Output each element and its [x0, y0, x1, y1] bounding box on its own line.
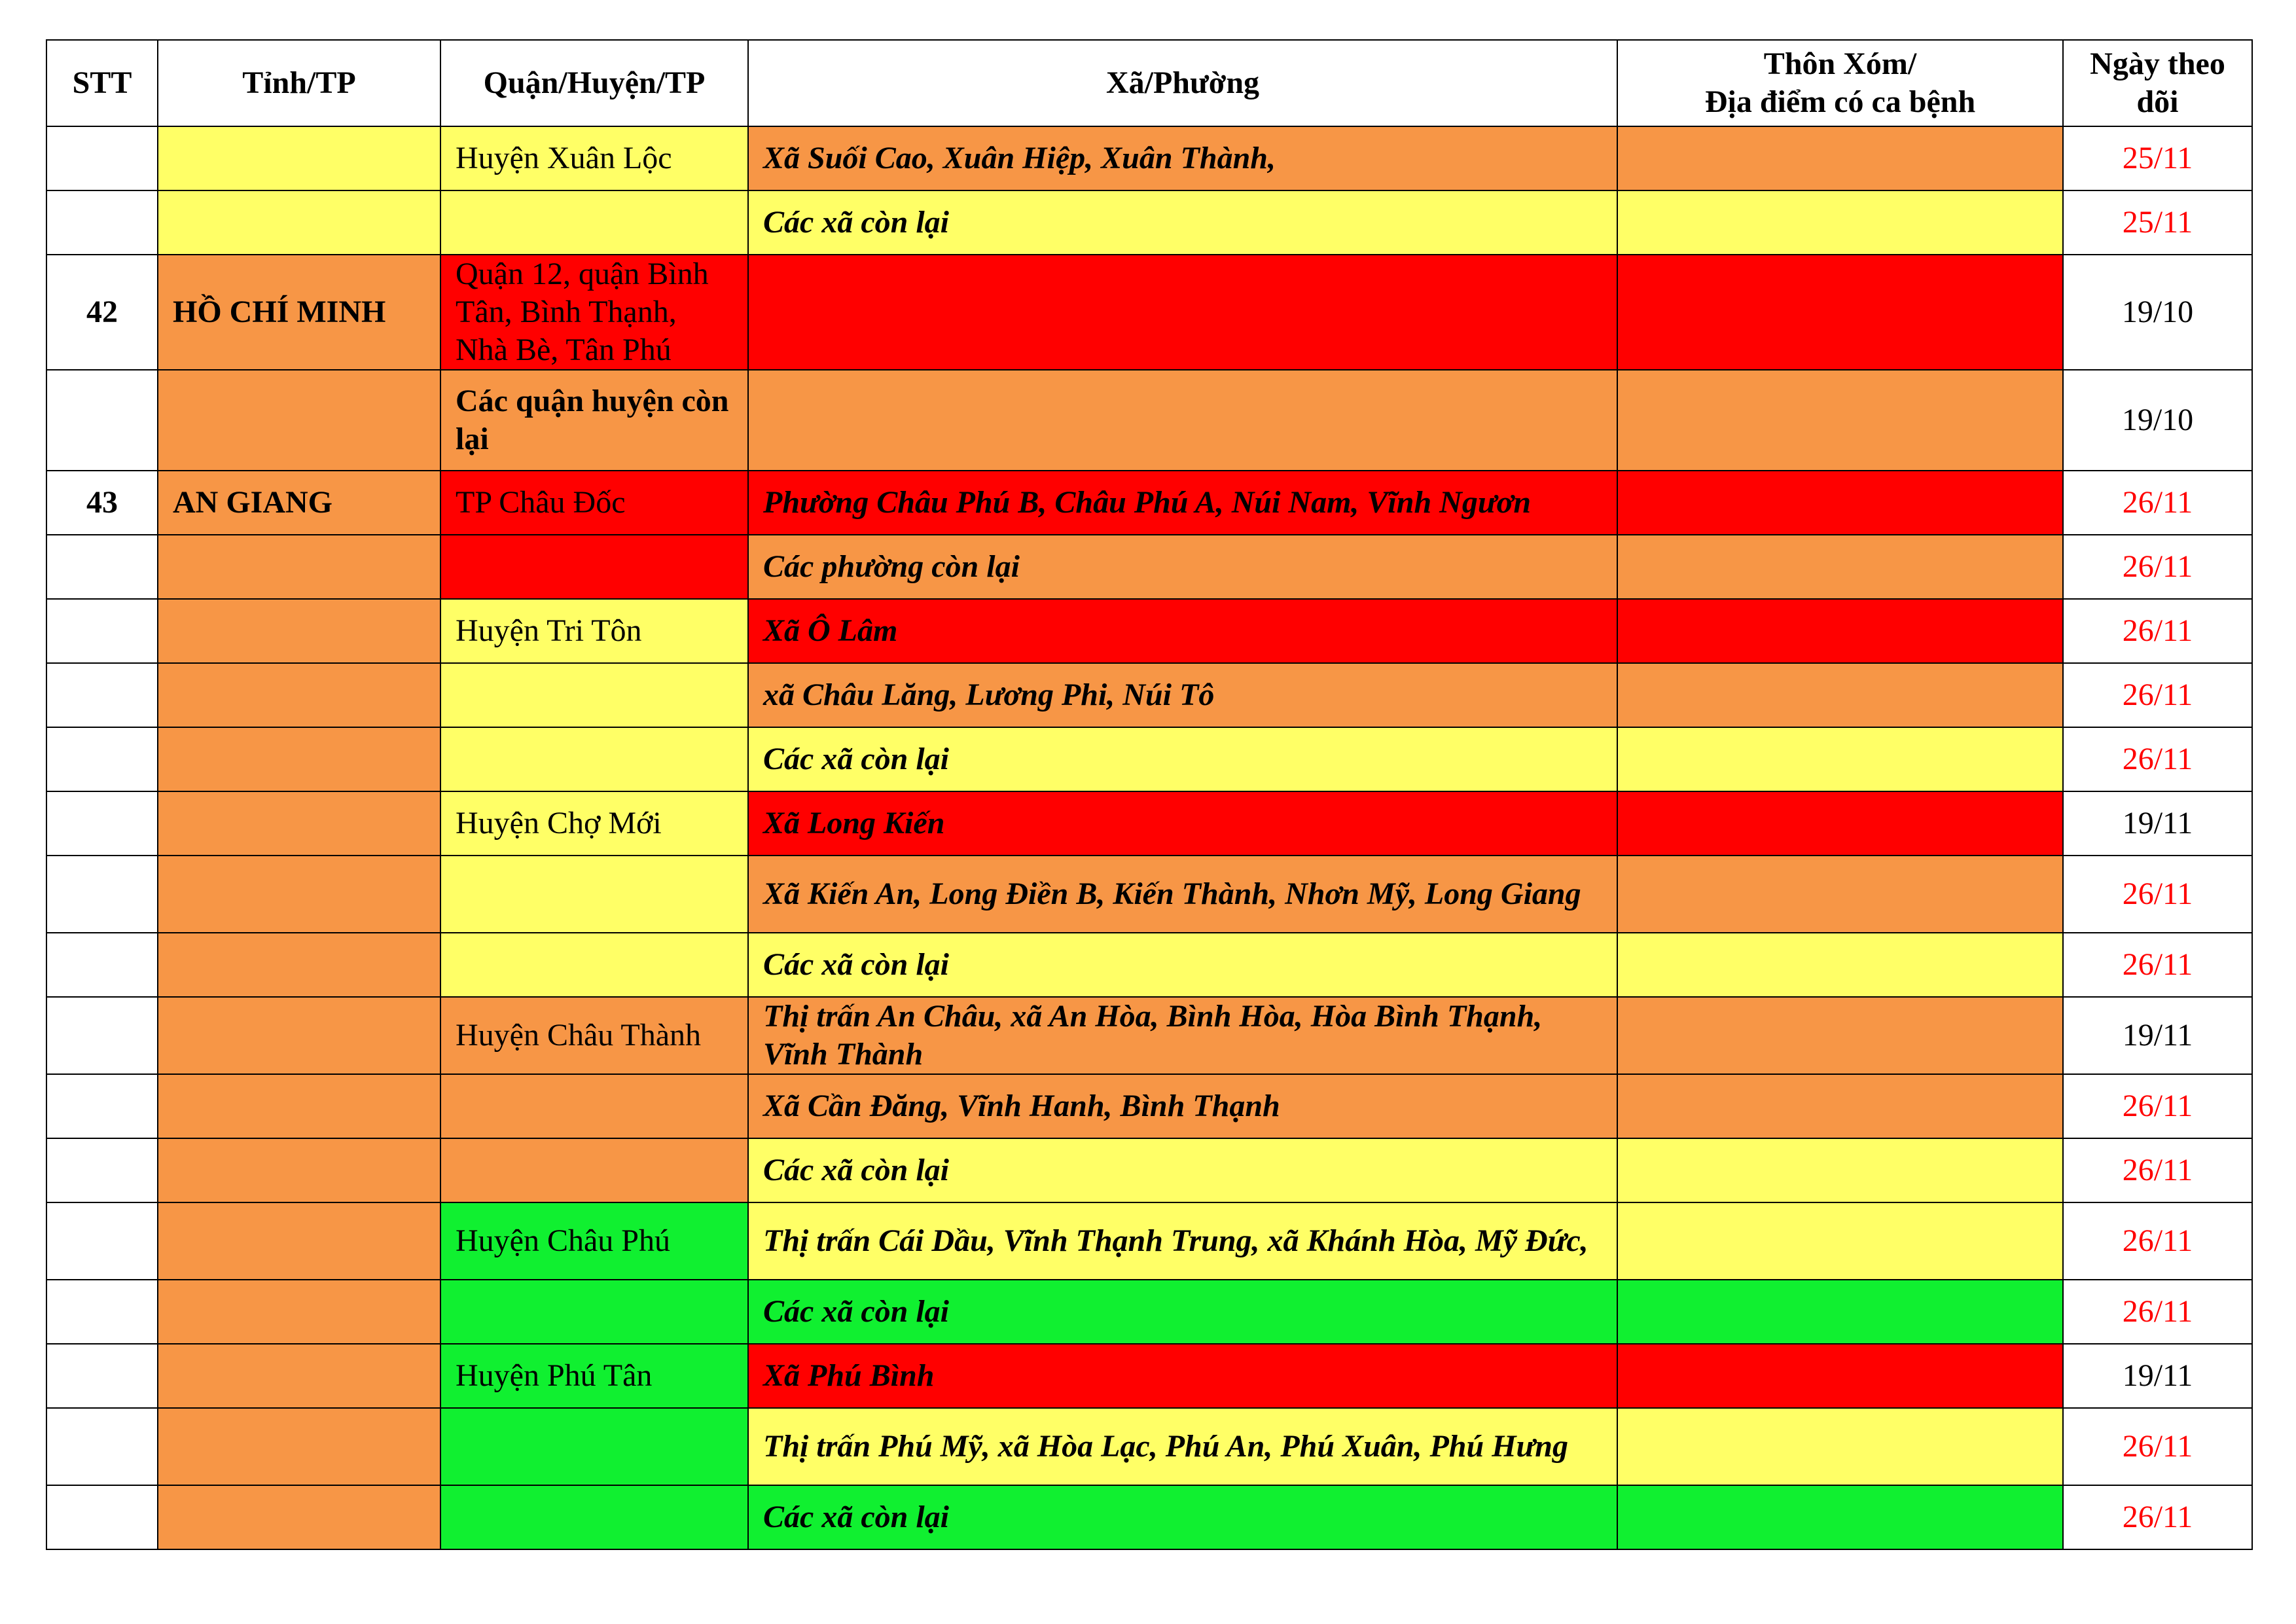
province-cell — [158, 370, 440, 471]
hamlet-cell — [1617, 1485, 2063, 1549]
hamlet-cell — [1617, 471, 2063, 535]
province-cell — [158, 1485, 440, 1549]
date-cell: 25/11 — [2063, 126, 2252, 190]
stt-cell — [46, 1344, 158, 1408]
province-cell: HỒ CHÍ MINH — [158, 255, 440, 370]
hamlet-cell — [1617, 599, 2063, 663]
hamlet-cell — [1617, 370, 2063, 471]
header-date — [2063, 40, 2252, 126]
district-cell: Huyện Phú Tân — [440, 1344, 748, 1408]
stt-cell — [46, 599, 158, 663]
ward-cell: Xã Kiến An, Long Điền B, Kiến Thành, Nhơn Mỹ, Long Giang — [748, 856, 1617, 933]
ward-cell: Thị trấn Phú Mỹ, xã Hòa Lạc, Phú An, Phú Xuân, Phú Hưng — [748, 1408, 1617, 1485]
header-date-line2: dõi — [2136, 84, 2179, 119]
stt-cell — [46, 126, 158, 190]
district-cell: Huyện Châu Phú — [440, 1202, 748, 1280]
hamlet-cell — [1617, 727, 2063, 791]
covid-zone-table — [46, 39, 2253, 1550]
date-cell: 26/11 — [2063, 933, 2252, 997]
province-cell — [158, 190, 440, 255]
ward-cell: Thị trấn Cái Dầu, Vĩnh Thạnh Trung, xã Khánh Hòa, Mỹ Đức, — [748, 1202, 1617, 1280]
stt-cell — [46, 856, 158, 933]
table-row — [46, 1138, 2252, 1202]
table-row — [46, 126, 2252, 190]
district-cell — [440, 663, 748, 727]
hamlet-cell — [1617, 1074, 2063, 1138]
district-cell — [440, 727, 748, 791]
date-cell: 26/11 — [2063, 1138, 2252, 1202]
stt-cell — [46, 190, 158, 255]
date-cell: 19/10 — [2063, 255, 2252, 370]
date-cell: 26/11 — [2063, 856, 2252, 933]
hamlet-cell — [1617, 255, 2063, 370]
header-province: Tỉnh/TP — [158, 40, 440, 126]
table-row — [46, 1485, 2252, 1549]
hamlet-cell — [1617, 663, 2063, 727]
date-cell: 26/11 — [2063, 535, 2252, 599]
table-row — [46, 727, 2252, 791]
district-cell — [440, 1138, 748, 1202]
ward-cell: Xã Ô Lâm — [748, 599, 1617, 663]
district-cell — [440, 1280, 748, 1344]
stt-cell — [46, 1074, 158, 1138]
table-row — [46, 933, 2252, 997]
table-row — [46, 997, 2252, 1074]
date-cell: 26/11 — [2063, 1408, 2252, 1485]
header-ward: Xã/Phường — [748, 40, 1617, 126]
stt-cell — [46, 933, 158, 997]
table-row — [46, 663, 2252, 727]
date-cell: 26/11 — [2063, 471, 2252, 535]
province-cell — [158, 1408, 440, 1485]
date-cell: 19/10 — [2063, 370, 2252, 471]
ward-cell — [748, 255, 1617, 370]
province-cell: AN GIANG — [158, 471, 440, 535]
ward-cell: Các xã còn lại — [748, 1138, 1617, 1202]
date-cell: 26/11 — [2063, 1485, 2252, 1549]
date-cell: 26/11 — [2063, 727, 2252, 791]
stt-cell — [46, 663, 158, 727]
header-hamlet — [1617, 40, 2063, 126]
header-date-line1: Ngày theo — [2090, 46, 2225, 81]
ward-cell: Xã Long Kiến — [748, 791, 1617, 856]
stt-cell — [46, 1138, 158, 1202]
stt-cell: 42 — [46, 255, 158, 370]
district-cell: Các quận huyện còn lại — [440, 370, 748, 471]
hamlet-cell — [1617, 1344, 2063, 1408]
province-cell — [158, 1074, 440, 1138]
date-cell: 26/11 — [2063, 1202, 2252, 1280]
stt-cell — [46, 1202, 158, 1280]
ward-cell: Các xã còn lại — [748, 190, 1617, 255]
ward-cell: Xã Phú Bình — [748, 1344, 1617, 1408]
province-cell — [158, 1344, 440, 1408]
province-cell — [158, 1202, 440, 1280]
stt-cell — [46, 1408, 158, 1485]
ward-cell: Các xã còn lại — [748, 933, 1617, 997]
hamlet-cell — [1617, 997, 2063, 1074]
table-row — [46, 1074, 2252, 1138]
hamlet-cell — [1617, 933, 2063, 997]
ward-cell: Các xã còn lại — [748, 727, 1617, 791]
province-cell — [158, 791, 440, 856]
hamlet-cell — [1617, 856, 2063, 933]
table-row — [46, 535, 2252, 599]
hamlet-cell — [1617, 1138, 2063, 1202]
province-cell — [158, 126, 440, 190]
date-cell: 25/11 — [2063, 190, 2252, 255]
table-row — [46, 190, 2252, 255]
stt-cell: 43 — [46, 471, 158, 535]
district-cell: TP Châu Đốc — [440, 471, 748, 535]
stt-cell — [46, 791, 158, 856]
district-cell: Huyện Xuân Lộc — [440, 126, 748, 190]
ward-cell: Các xã còn lại — [748, 1280, 1617, 1344]
ward-cell — [748, 370, 1617, 471]
ward-cell: Xã Suối Cao, Xuân Hiệp, Xuân Thành, — [748, 126, 1617, 190]
date-cell: 26/11 — [2063, 1280, 2252, 1344]
hamlet-cell — [1617, 1202, 2063, 1280]
province-cell — [158, 997, 440, 1074]
province-cell — [158, 535, 440, 599]
ward-cell: Phường Châu Phú B, Châu Phú A, Núi Nam, Vĩnh Ngươn — [748, 471, 1617, 535]
hamlet-cell — [1617, 126, 2063, 190]
province-cell — [158, 599, 440, 663]
district-cell: Huyện Châu Thành — [440, 997, 748, 1074]
hamlet-cell — [1617, 1280, 2063, 1344]
date-cell: 26/11 — [2063, 663, 2252, 727]
table-row — [46, 1408, 2252, 1485]
hamlet-cell — [1617, 535, 2063, 599]
province-cell — [158, 727, 440, 791]
table-row — [46, 255, 2252, 370]
hamlet-cell — [1617, 1408, 2063, 1485]
province-cell — [158, 1280, 440, 1344]
ward-cell: Xã Cần Đăng, Vĩnh Hanh, Bình Thạnh — [748, 1074, 1617, 1138]
table-row — [46, 370, 2252, 471]
date-cell: 19/11 — [2063, 997, 2252, 1074]
table-row — [46, 1202, 2252, 1280]
district-cell: Quận 12, quận Bình Tân, Bình Thạnh, Nhà Bè, Tân Phú — [440, 255, 748, 370]
province-cell — [158, 663, 440, 727]
stt-cell — [46, 370, 158, 471]
table-row — [46, 471, 2252, 535]
hamlet-cell — [1617, 190, 2063, 255]
date-cell: 26/11 — [2063, 599, 2252, 663]
date-cell: 19/11 — [2063, 791, 2252, 856]
district-cell — [440, 1074, 748, 1138]
hamlet-cell — [1617, 791, 2063, 856]
district-cell — [440, 1485, 748, 1549]
province-cell — [158, 1138, 440, 1202]
district-cell — [440, 856, 748, 933]
province-cell — [158, 856, 440, 933]
stt-cell — [46, 1280, 158, 1344]
header-district: Quận/Huyện/TP — [440, 40, 748, 126]
district-cell — [440, 933, 748, 997]
ward-cell: xã Châu Lăng, Lương Phi, Núi Tô — [748, 663, 1617, 727]
table-row — [46, 791, 2252, 856]
header-stt: STT — [46, 40, 158, 126]
district-cell — [440, 1408, 748, 1485]
header-row — [46, 40, 2252, 126]
stt-cell — [46, 1485, 158, 1549]
date-cell: 19/11 — [2063, 1344, 2252, 1408]
header-hamlet-line2: Địa điểm có ca bệnh — [1704, 84, 1976, 119]
district-cell — [440, 535, 748, 599]
province-cell — [158, 933, 440, 997]
district-cell — [440, 190, 748, 255]
ward-cell: Các xã còn lại — [748, 1485, 1617, 1549]
table-row — [46, 1344, 2252, 1408]
table-row — [46, 599, 2252, 663]
header-hamlet-line1: Thôn Xóm/ — [1763, 46, 1917, 81]
ward-cell: Thị trấn An Châu, xã An Hòa, Bình Hòa, Hòa Bình Thạnh, Vĩnh Thành — [748, 997, 1617, 1074]
stt-cell — [46, 727, 158, 791]
district-cell: Huyện Tri Tôn — [440, 599, 748, 663]
date-cell: 26/11 — [2063, 1074, 2252, 1138]
stt-cell — [46, 997, 158, 1074]
table-row — [46, 856, 2252, 933]
ward-cell: Các phường còn lại — [748, 535, 1617, 599]
table-row — [46, 1280, 2252, 1344]
district-cell: Huyện Chợ Mới — [440, 791, 748, 856]
stt-cell — [46, 535, 158, 599]
